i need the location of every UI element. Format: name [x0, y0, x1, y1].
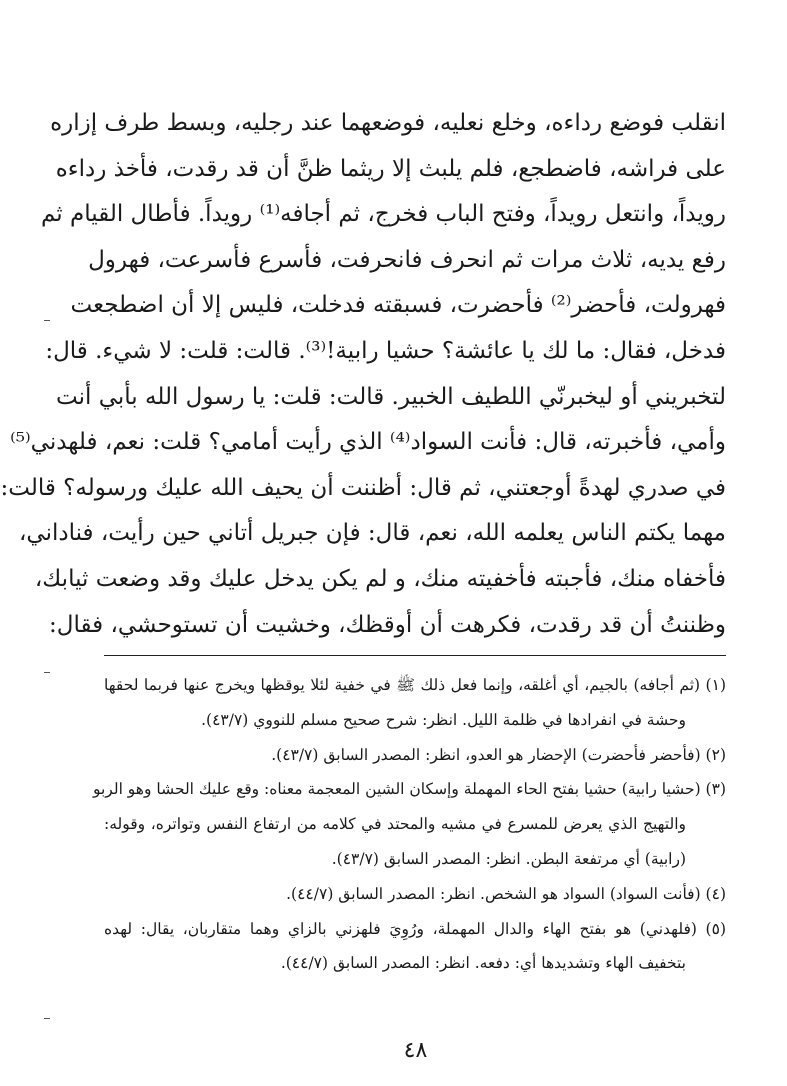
footnote-line: وحشة في انفرادها في ظلمة الليل. انظر: شرح صحيح مسلم للنووي (٤٣/٧). — [201, 710, 686, 729]
text-line: في صدري لهدةً أوجعتني، ثم قال: أظننت أن يحيف الله عليك ورسوله؟ قالت: — [0, 474, 726, 501]
footnote-line: (٢) (فأحضر فأحضرت) الإحضار هو العدو، انظر: المصدر السابق (٤٣/٧). — [271, 745, 726, 764]
footnote-line: بتخفيف الهاء وتشديدها أي: دفعه. انظر: المصدر السابق (٤٤/٧). — [280, 954, 686, 973]
text-line: فهرولت، فأحضر⁽²⁾ فأحضرت، فسبقته فدخلت، فليس إلا أن اضطجعت — [70, 292, 726, 319]
text-line: وظننتُ أن قد رقدت، فكرهت أن أوقظك، وخشيت أن تستوحشي، فقال: — [49, 611, 726, 638]
text-line: رويداً، وانتعل رويداً، وفتح الباب فخرج، ثم أجافه⁽¹⁾ رويداً. فأطال القيام ثم — [40, 201, 726, 228]
text-line: فأخفاه منك، فأجبته فأخفيته منك، و لم يكن يدخل عليك وقد وضعت ثيابك، — [34, 565, 726, 592]
footnote-line: (رابية) أي مرتفعة البطن. انظر: المصدر السابق (٤٣/٧). — [331, 849, 686, 868]
footnote-line: والتهيج الذي يعرض للمسرع في مشيه والمحتد في كلامه من ارتفاع النفس وتواتره، وقوله: — [104, 815, 686, 834]
text-line: انقلب فوضع رداءه، وخلع نعليه، فوضعهما عند رجليه، وبسط طرف إزاره — [50, 110, 726, 136]
scan-edge-mark — [44, 672, 50, 673]
scan-edge-mark — [44, 1018, 50, 1019]
text-line: رفع يديه، ثلاث مرات ثم انحرف فانحرفت، فأسرع فأسرعت، فهرول — [88, 246, 726, 273]
text-line: فدخل، فقال: ما لك يا عائشة؟ حشيا رابية!⁽³⁾. قالت: قلت: لا شيء. قال: — [45, 337, 726, 364]
text-line: على فراشه، فاضطجع، فلم يلبث إلا ريثما ظنَّ أن قد رقدت، فأخذ رداءه — [55, 155, 726, 182]
main-text — [0, 101, 726, 648]
footnote-separator — [104, 655, 726, 656]
footnote-line: (٣) (حشيا رابية) حشيا بفتح الحاء المهملة وإسكان الشين المعجمة معناه: وقع عليك الحشا وهو الربو — [92, 780, 726, 799]
scan-edge-mark — [44, 320, 50, 321]
page-number: ٤٨ — [403, 1038, 428, 1063]
footnote-line: (٤) (فأنت السواد) السواد هو الشخص. انظر: المصدر السابق (٤٤/٧). — [286, 884, 726, 903]
footnote-line: (١) (ثم أجافه) بالجيم، أي أغلقه، وإنما فعل ذلك ﷺ في خفية لئلا يوقظها ويخرج عنها فربما لحقها — [104, 676, 726, 694]
text-line: مهما يكتم الناس يعلمه الله، نعم، قال: فإن جبريل أتاني حين رأيت، فناداني، — [18, 520, 726, 547]
text-line: وأمي، فأخبرته، قال: فأنت السواد⁽⁴⁾ الذي رأيت أمامي؟ قلت: نعم، فلهدني⁽⁵⁾ — [10, 429, 726, 456]
footnote-line: (٥) (فلهدني) هو بفتح الهاء والدال المهملة، ورُوِيَ فلهزني بالزاي وهما متقاربان، يقال: لهده — [104, 919, 726, 938]
footnotes — [92, 668, 726, 981]
text-line: لتخبريني أو ليخبرنّي اللطيف الخبير. قالت: قلت: يا رسول الله بأبي أنت — [56, 383, 726, 410]
